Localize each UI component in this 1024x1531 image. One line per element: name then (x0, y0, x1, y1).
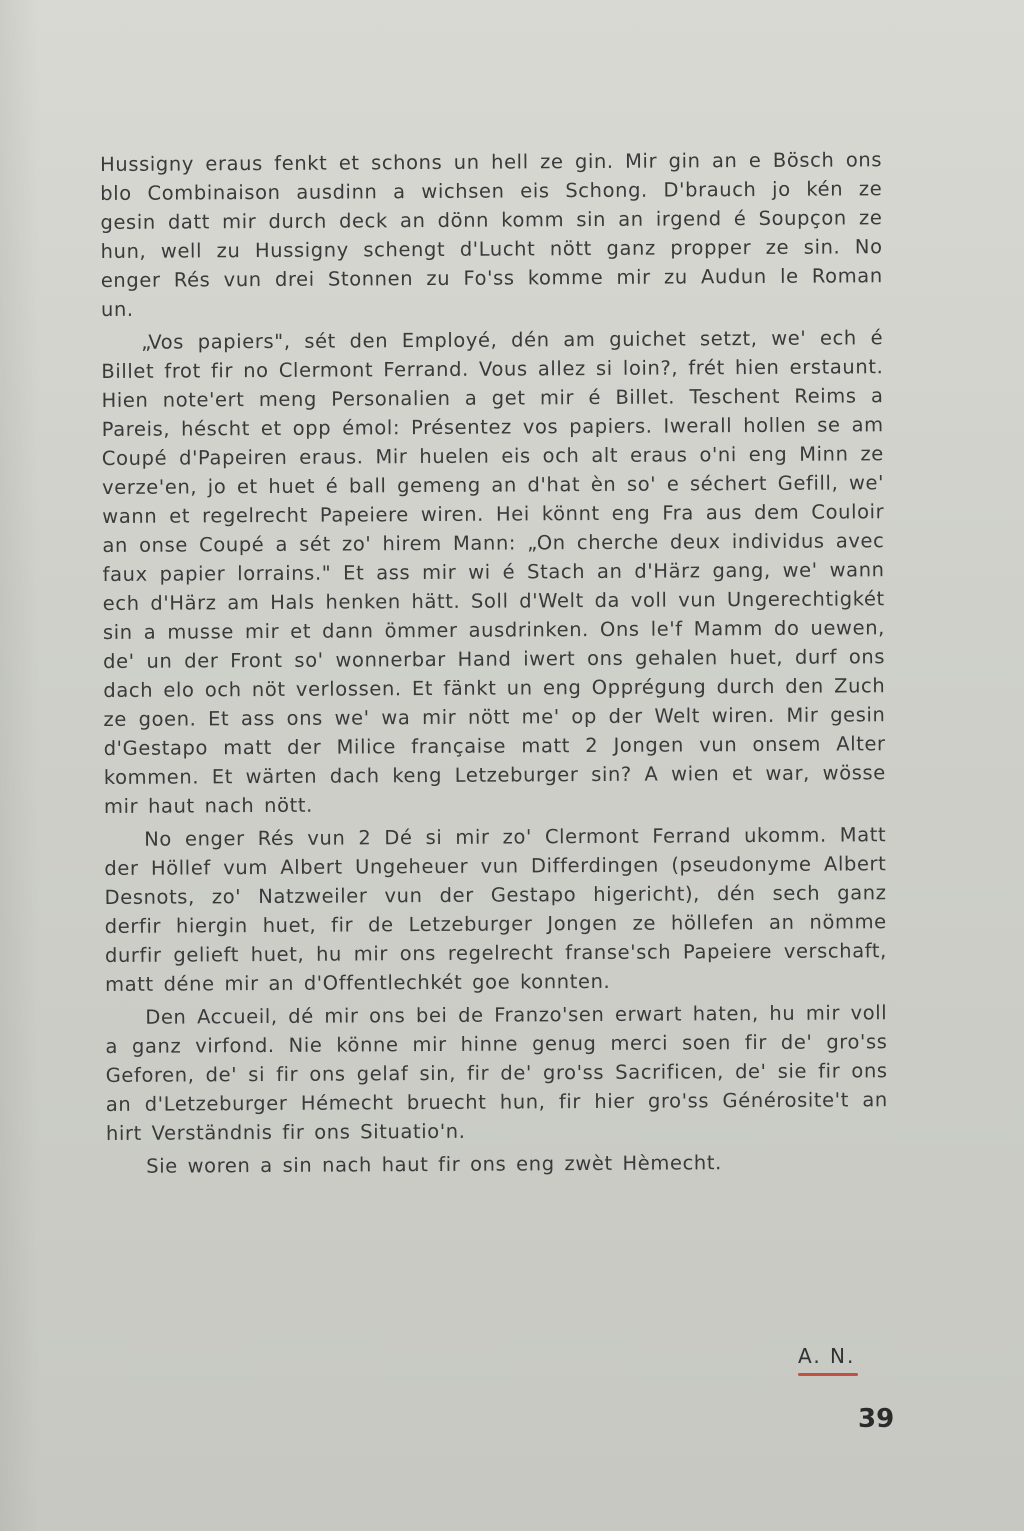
paragraph-2: „Vos papiers", sét den Employé, dén am guichet setzt, we' ech é Billet frot fir no Clermont Ferrand. Vous allez si loin?, frét hien erstaunt. Hien note'ert meng Personalien a get mir é Billet. Teschent Reims a Pareis, héscht et opp émol: Présentez vos papiers. Iwerall hollen se am Coupé d'Papeiren eraus. Mir huelen eis och alt eraus o'ni eng Minn ze verze'en, jo et huet é ball gemeng an d'hat èn so' e séchert Gefill, we' wann et regelrecht Papeiere wiren. Hei könnt eng Fra aus dem Couloir an onse Coupé a sét zo' hirem Mann: „On cherche deux individus avec faux papier lorrains." Et ass mir wi é Stach an d'Härz gang, we' wann ech d'Härz am Hals henken hätt. Soll d'Welt da voll vun Ungerechtigkét sin a musse mir et dann ömmer ausdrinken. Ons le'f Mamm do uewen, de' un der Front so' wonnerbar Hand iwert ons gehalen huet, durf ons dach elo och nöt verlossen. Et fänkt un eng Opprégung durch den Zuch ze goen. Et ass ons we' wa mir nött me' op der Welt wiren. Mir gesin d'Gestapo matt der Milice française matt 2 Jongen vun onsem Alter kommen. Et wärten dach keng Letzeburger sin? A wien et war, wösse mir haut nach nött. (101, 326, 886, 818)
paragraph-3: No enger Rés vun 2 Dé si mir zo' Clermont Ferrand ukomm. Matt der Höllef vum Albert Ungeheuer vun Differdingen (pseudonyme Albert Desnots, zo' Natzweiler vun der Gestapo higericht), dén sech ganz derfir hiergin huet, fir de Letzeburger Jongen ze höllefen an nömme durfir gelieft huet, hu mir ons regelrecht franse'sch Papeiere verschaft, matt déne mir an d'Offentlechkét goe konnten. (104, 823, 887, 996)
red-underline-mark (798, 1373, 858, 1376)
paragraph-5: Sie woren a sin nach haut fir ons eng zwèt Hèmecht. (146, 1151, 722, 1178)
paragraph-4: Den Accueil, dé mir ons bei de Franzo'sen erwart haten, hu mir voll a ganz virfond. Nie könne mir hinne genug merci soen fir de' gro'ss Geforen, de' si fir ons gelaf sin, fir de' gro'ss Sacrificen, de' sie fir ons an d'Letzeburger Hémecht bruecht hun, fir hier gro'ss Générosite't an hirt Verständnis fir ons Situatio'n. (105, 1001, 888, 1145)
paragraph-1: Hussigny eraus fenkt et schons un hell ze gin. Mir gin an e Bösch ons blo Combinaison ausdinn a wichsen eis Schong. D'brauch jo kén ze gesin datt mir durch deck an dönn komm sin an irgend é Soupçon ze hun, well zu Hussigny schengt d'Lucht nött ganz propper ze sin. No enger Rés vun drei Stonnen zu Fo'ss komme mir zu Audun le Roman un. (100, 148, 883, 321)
author-signature: A. N. (798, 1344, 856, 1368)
body-text (100, 145, 888, 1185)
page-number: 39 (858, 1404, 895, 1434)
